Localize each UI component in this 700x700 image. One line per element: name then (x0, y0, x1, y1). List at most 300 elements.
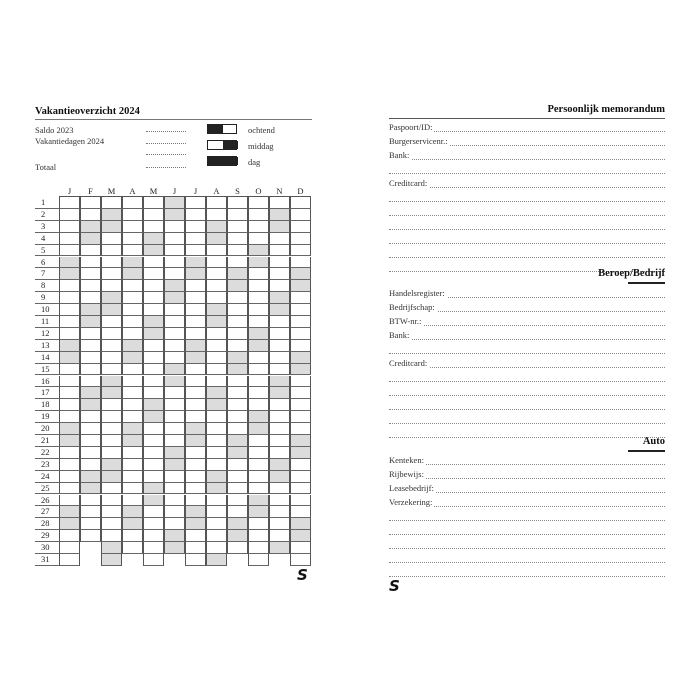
calendar-day-cell[interactable] (80, 423, 101, 435)
calendar-day-cell[interactable] (80, 221, 101, 233)
calendar-day-cell[interactable] (143, 376, 164, 388)
calendar-day-cell[interactable] (122, 328, 143, 340)
calendar-day-cell[interactable] (290, 352, 311, 364)
calendar-day-cell[interactable] (59, 376, 80, 388)
calendar-day-cell[interactable] (143, 209, 164, 221)
calendar-day-cell[interactable] (206, 459, 227, 471)
calendar-day-cell[interactable] (164, 483, 185, 495)
calendar-day-cell[interactable] (290, 471, 311, 483)
calendar-day-cell[interactable] (227, 506, 248, 518)
calendar-day-cell[interactable] (101, 459, 122, 471)
calendar-day-cell[interactable] (101, 518, 122, 530)
memo-line[interactable] (389, 464, 665, 465)
calendar-day-cell[interactable] (101, 352, 122, 364)
calendar-day-cell[interactable] (185, 304, 206, 316)
calendar-day-cell[interactable] (143, 197, 164, 209)
calendar-day-cell[interactable] (101, 328, 122, 340)
calendar-day-cell[interactable] (248, 387, 269, 399)
calendar-day-cell[interactable] (80, 447, 101, 459)
calendar-day-cell[interactable] (269, 268, 290, 280)
calendar-day-cell[interactable] (290, 257, 311, 269)
calendar-day-cell[interactable] (227, 387, 248, 399)
calendar-day-cell[interactable] (59, 459, 80, 471)
calendar-day-cell[interactable] (206, 233, 227, 245)
calendar-day-cell[interactable] (122, 364, 143, 376)
calendar-day-cell[interactable] (290, 495, 311, 507)
calendar-day-cell[interactable] (206, 376, 227, 388)
calendar-day-cell[interactable] (59, 221, 80, 233)
calendar-day-cell[interactable] (101, 554, 122, 566)
calendar-day-cell[interactable] (101, 280, 122, 292)
calendar-day-cell[interactable] (227, 304, 248, 316)
calendar-day-cell[interactable] (59, 340, 80, 352)
calendar-day-cell[interactable] (164, 292, 185, 304)
calendar-day-cell[interactable] (80, 483, 101, 495)
calendar-day-cell[interactable] (185, 221, 206, 233)
calendar-day-cell[interactable] (59, 530, 80, 542)
calendar-day-cell[interactable] (206, 257, 227, 269)
calendar-day-cell[interactable] (122, 483, 143, 495)
calendar-day-cell[interactable] (164, 376, 185, 388)
calendar-day-cell[interactable] (122, 304, 143, 316)
calendar-day-cell[interactable] (185, 411, 206, 423)
calendar-day-cell[interactable] (248, 233, 269, 245)
calendar-day-cell[interactable] (185, 364, 206, 376)
calendar-day-cell[interactable] (164, 435, 185, 447)
calendar-day-cell[interactable] (206, 483, 227, 495)
calendar-day-cell[interactable] (185, 435, 206, 447)
memo-line[interactable] (389, 437, 665, 438)
calendar-day-cell[interactable] (290, 268, 311, 280)
calendar-day-cell[interactable] (227, 292, 248, 304)
calendar-day-cell[interactable] (227, 435, 248, 447)
calendar-day-cell[interactable] (290, 435, 311, 447)
calendar-day-cell[interactable] (122, 387, 143, 399)
calendar-day-cell[interactable] (185, 459, 206, 471)
calendar-day-cell[interactable] (122, 197, 143, 209)
calendar-day-cell[interactable] (122, 435, 143, 447)
calendar-day-cell[interactable] (206, 471, 227, 483)
calendar-day-cell[interactable] (248, 459, 269, 471)
calendar-day-cell[interactable] (59, 411, 80, 423)
calendar-day-cell[interactable] (143, 435, 164, 447)
calendar-day-cell[interactable] (290, 423, 311, 435)
calendar-day-cell[interactable] (269, 280, 290, 292)
calendar-day-cell[interactable] (269, 495, 290, 507)
calendar-day-cell[interactable] (101, 542, 122, 554)
calendar-day-cell[interactable] (164, 245, 185, 257)
calendar-day-cell[interactable] (227, 495, 248, 507)
calendar-day-cell[interactable] (248, 352, 269, 364)
calendar-day-cell[interactable] (269, 387, 290, 399)
calendar-day-cell[interactable] (185, 554, 206, 566)
calendar-day-cell[interactable] (185, 209, 206, 221)
calendar-day-cell[interactable] (59, 197, 80, 209)
calendar-day-cell[interactable] (101, 197, 122, 209)
calendar-day-cell[interactable] (164, 423, 185, 435)
calendar-day-cell[interactable] (248, 221, 269, 233)
calendar-day-cell[interactable] (290, 518, 311, 530)
calendar-day-cell[interactable] (59, 245, 80, 257)
calendar-day-cell[interactable] (185, 245, 206, 257)
calendar-day-cell[interactable] (59, 304, 80, 316)
calendar-day-cell[interactable] (269, 459, 290, 471)
calendar-day-cell[interactable] (143, 221, 164, 233)
calendar-day-cell[interactable] (185, 471, 206, 483)
calendar-day-cell[interactable] (122, 506, 143, 518)
calendar-day-cell[interactable] (248, 423, 269, 435)
calendar-day-cell[interactable] (248, 292, 269, 304)
calendar-day-cell[interactable] (290, 376, 311, 388)
calendar-day-cell[interactable] (80, 352, 101, 364)
calendar-day-cell[interactable] (269, 518, 290, 530)
memo-line[interactable] (389, 201, 665, 202)
calendar-day-cell[interactable] (269, 257, 290, 269)
calendar-day-cell[interactable] (269, 506, 290, 518)
calendar-day-cell[interactable] (248, 399, 269, 411)
calendar-day-cell[interactable] (101, 268, 122, 280)
calendar-day-cell[interactable] (290, 304, 311, 316)
calendar-day-cell[interactable] (143, 340, 164, 352)
calendar-day-cell[interactable] (80, 304, 101, 316)
calendar-day-cell[interactable] (206, 268, 227, 280)
calendar-day-cell[interactable] (290, 411, 311, 423)
calendar-day-cell[interactable] (185, 316, 206, 328)
calendar-day-cell[interactable] (185, 197, 206, 209)
calendar-day-cell[interactable] (227, 280, 248, 292)
calendar-day-cell[interactable] (185, 506, 206, 518)
calendar-day-cell[interactable] (185, 328, 206, 340)
calendar-day-cell[interactable] (206, 209, 227, 221)
calendar-day-cell[interactable] (185, 399, 206, 411)
calendar-day-cell[interactable] (206, 399, 227, 411)
calendar-day-cell[interactable] (248, 197, 269, 209)
calendar-day-cell[interactable] (164, 411, 185, 423)
memo-line[interactable] (389, 353, 665, 354)
calendar-day-cell[interactable] (290, 292, 311, 304)
calendar-day-cell[interactable] (59, 399, 80, 411)
memo-line[interactable] (389, 381, 665, 382)
calendar-day-cell[interactable] (101, 435, 122, 447)
calendar-day-cell[interactable] (248, 554, 269, 566)
calendar-day-cell[interactable] (269, 471, 290, 483)
memo-line[interactable] (389, 423, 665, 424)
calendar-day-cell[interactable] (143, 257, 164, 269)
calendar-day-cell[interactable] (290, 197, 311, 209)
calendar-day-cell[interactable] (248, 471, 269, 483)
calendar-day-cell[interactable] (227, 257, 248, 269)
calendar-day-cell[interactable] (206, 221, 227, 233)
calendar-day-cell[interactable] (164, 304, 185, 316)
calendar-day-cell[interactable] (227, 268, 248, 280)
calendar-day-cell[interactable] (185, 447, 206, 459)
summary-field-subtotal[interactable] (146, 154, 186, 155)
calendar-day-cell[interactable] (185, 495, 206, 507)
calendar-day-cell[interactable] (269, 316, 290, 328)
calendar-day-cell[interactable] (185, 483, 206, 495)
calendar-day-cell[interactable] (290, 233, 311, 245)
calendar-day-cell[interactable] (80, 495, 101, 507)
calendar-day-cell[interactable] (227, 542, 248, 554)
memo-line[interactable] (389, 395, 665, 396)
calendar-day-cell[interactable] (59, 328, 80, 340)
calendar-day-cell[interactable] (122, 257, 143, 269)
calendar-day-cell[interactable] (227, 209, 248, 221)
calendar-day-cell[interactable] (227, 352, 248, 364)
calendar-day-cell[interactable] (143, 518, 164, 530)
calendar-day-cell[interactable] (206, 292, 227, 304)
calendar-day-cell[interactable] (227, 328, 248, 340)
calendar-day-cell[interactable] (290, 221, 311, 233)
calendar-day-cell[interactable] (185, 387, 206, 399)
calendar-day-cell[interactable] (206, 435, 227, 447)
calendar-day-cell[interactable] (122, 399, 143, 411)
calendar-day-cell[interactable] (101, 257, 122, 269)
calendar-day-cell[interactable] (206, 328, 227, 340)
calendar-day-cell[interactable] (59, 518, 80, 530)
calendar-day-cell[interactable] (248, 506, 269, 518)
calendar-day-cell[interactable] (227, 340, 248, 352)
calendar-day-cell[interactable] (269, 542, 290, 554)
calendar-day-cell[interactable] (269, 364, 290, 376)
calendar-day-cell[interactable] (143, 268, 164, 280)
calendar-day-cell[interactable] (164, 209, 185, 221)
calendar-day-cell[interactable] (269, 352, 290, 364)
calendar-day-cell[interactable] (227, 447, 248, 459)
calendar-day-cell[interactable] (227, 411, 248, 423)
calendar-day-cell[interactable] (164, 506, 185, 518)
summary-field-vakantiedagen[interactable] (146, 143, 186, 144)
calendar-day-cell[interactable] (227, 530, 248, 542)
calendar-day-cell[interactable] (185, 530, 206, 542)
calendar-day-cell[interactable] (101, 495, 122, 507)
calendar-day-cell[interactable] (59, 542, 80, 554)
calendar-day-cell[interactable] (143, 542, 164, 554)
calendar-day-cell[interactable] (143, 495, 164, 507)
calendar-day-cell[interactable] (101, 221, 122, 233)
calendar-day-cell[interactable] (248, 316, 269, 328)
calendar-day-cell[interactable] (143, 245, 164, 257)
calendar-day-cell[interactable] (185, 376, 206, 388)
calendar-day-cell[interactable] (101, 411, 122, 423)
memo-line[interactable] (389, 187, 665, 188)
calendar-day-cell[interactable] (143, 364, 164, 376)
calendar-day-cell[interactable] (164, 197, 185, 209)
calendar-day-cell[interactable] (206, 197, 227, 209)
calendar-day-cell[interactable] (206, 387, 227, 399)
calendar-day-cell[interactable] (101, 316, 122, 328)
calendar-day-cell[interactable] (122, 471, 143, 483)
calendar-day-cell[interactable] (248, 280, 269, 292)
calendar-day-cell[interactable] (80, 387, 101, 399)
calendar-day-cell[interactable] (248, 304, 269, 316)
calendar-day-cell[interactable] (227, 483, 248, 495)
calendar-day-cell[interactable] (164, 364, 185, 376)
calendar-day-cell[interactable] (101, 209, 122, 221)
calendar-day-cell[interactable] (101, 447, 122, 459)
calendar-day-cell[interactable] (185, 268, 206, 280)
calendar-day-cell[interactable] (248, 483, 269, 495)
calendar-day-cell[interactable] (227, 221, 248, 233)
calendar-day-cell[interactable] (80, 328, 101, 340)
calendar-day-cell[interactable] (143, 483, 164, 495)
calendar-day-cell[interactable] (59, 471, 80, 483)
calendar-day-cell[interactable] (80, 411, 101, 423)
calendar-day-cell[interactable] (143, 399, 164, 411)
calendar-day-cell[interactable] (80, 471, 101, 483)
calendar-day-cell[interactable] (80, 518, 101, 530)
calendar-day-cell[interactable] (122, 340, 143, 352)
calendar-day-cell[interactable] (122, 221, 143, 233)
calendar-day-cell[interactable] (290, 364, 311, 376)
memo-line[interactable] (389, 409, 665, 410)
calendar-day-cell[interactable] (80, 197, 101, 209)
memo-line[interactable] (389, 534, 665, 535)
calendar-day-cell[interactable] (269, 447, 290, 459)
calendar-day-cell[interactable] (80, 209, 101, 221)
calendar-day-cell[interactable] (143, 411, 164, 423)
calendar-day-cell[interactable] (59, 280, 80, 292)
calendar-day-cell[interactable] (269, 411, 290, 423)
calendar-day-cell[interactable] (143, 328, 164, 340)
calendar-day-cell[interactable] (290, 328, 311, 340)
calendar-day-cell[interactable] (290, 459, 311, 471)
calendar-day-cell[interactable] (59, 495, 80, 507)
calendar-day-cell[interactable] (101, 245, 122, 257)
calendar-day-cell[interactable] (185, 518, 206, 530)
calendar-day-cell[interactable] (80, 292, 101, 304)
calendar-day-cell[interactable] (59, 483, 80, 495)
calendar-day-cell[interactable] (206, 245, 227, 257)
calendar-day-cell[interactable] (59, 423, 80, 435)
calendar-day-cell[interactable] (164, 316, 185, 328)
calendar-day-cell[interactable] (290, 530, 311, 542)
calendar-day-cell[interactable] (290, 340, 311, 352)
calendar-day-cell[interactable] (248, 435, 269, 447)
calendar-day-cell[interactable] (143, 554, 164, 566)
calendar-day-cell[interactable] (248, 268, 269, 280)
calendar-day-cell[interactable] (80, 399, 101, 411)
calendar-day-cell[interactable] (143, 233, 164, 245)
calendar-day-cell[interactable] (122, 316, 143, 328)
memo-line[interactable] (389, 339, 665, 340)
calendar-day-cell[interactable] (248, 376, 269, 388)
calendar-day-cell[interactable] (122, 209, 143, 221)
calendar-day-cell[interactable] (185, 280, 206, 292)
calendar-day-cell[interactable] (206, 423, 227, 435)
calendar-day-cell[interactable] (185, 423, 206, 435)
calendar-day-cell[interactable] (290, 506, 311, 518)
calendar-day-cell[interactable] (164, 518, 185, 530)
calendar-day-cell[interactable] (269, 340, 290, 352)
calendar-day-cell[interactable] (122, 376, 143, 388)
calendar-day-cell[interactable] (164, 257, 185, 269)
memo-line[interactable] (389, 520, 665, 521)
calendar-day-cell[interactable] (59, 364, 80, 376)
calendar-day-cell[interactable] (80, 530, 101, 542)
calendar-day-cell[interactable] (80, 376, 101, 388)
memo-line[interactable] (389, 576, 665, 577)
calendar-day-cell[interactable] (59, 233, 80, 245)
calendar-day-cell[interactable] (122, 447, 143, 459)
calendar-day-cell[interactable] (59, 268, 80, 280)
calendar-day-cell[interactable] (143, 506, 164, 518)
calendar-day-cell[interactable] (185, 233, 206, 245)
calendar-day-cell[interactable] (185, 352, 206, 364)
calendar-day-cell[interactable] (80, 435, 101, 447)
calendar-day-cell[interactable] (248, 245, 269, 257)
calendar-day-cell[interactable] (206, 554, 227, 566)
calendar-day-cell[interactable] (101, 399, 122, 411)
memo-line[interactable] (389, 548, 665, 549)
calendar-day-cell[interactable] (80, 316, 101, 328)
calendar-day-cell[interactable] (206, 530, 227, 542)
calendar-day-cell[interactable] (248, 495, 269, 507)
memo-line[interactable] (389, 215, 665, 216)
calendar-day-cell[interactable] (206, 316, 227, 328)
calendar-day-cell[interactable] (101, 233, 122, 245)
calendar-day-cell[interactable] (164, 221, 185, 233)
calendar-day-cell[interactable] (227, 399, 248, 411)
calendar-day-cell[interactable] (248, 447, 269, 459)
calendar-day-cell[interactable] (290, 542, 311, 554)
calendar-day-cell[interactable] (143, 459, 164, 471)
calendar-day-cell[interactable] (143, 292, 164, 304)
calendar-day-cell[interactable] (290, 280, 311, 292)
calendar-day-cell[interactable] (269, 328, 290, 340)
calendar-day-cell[interactable] (248, 530, 269, 542)
calendar-day-cell[interactable] (80, 364, 101, 376)
calendar-day-cell[interactable] (164, 530, 185, 542)
calendar-day-cell[interactable] (227, 376, 248, 388)
calendar-day-cell[interactable] (269, 197, 290, 209)
calendar-day-cell[interactable] (290, 447, 311, 459)
calendar-day-cell[interactable] (185, 340, 206, 352)
calendar-day-cell[interactable] (59, 447, 80, 459)
calendar-day-cell[interactable] (290, 483, 311, 495)
calendar-day-cell[interactable] (269, 245, 290, 257)
calendar-day-cell[interactable] (101, 506, 122, 518)
calendar-day-cell[interactable] (101, 530, 122, 542)
calendar-day-cell[interactable] (101, 340, 122, 352)
calendar-day-cell[interactable] (248, 542, 269, 554)
memo-line[interactable] (389, 229, 665, 230)
calendar-day-cell[interactable] (206, 447, 227, 459)
calendar-day-cell[interactable] (227, 233, 248, 245)
calendar-day-cell[interactable] (206, 304, 227, 316)
calendar-day-cell[interactable] (269, 376, 290, 388)
calendar-day-cell[interactable] (80, 245, 101, 257)
calendar-day-cell[interactable] (269, 221, 290, 233)
calendar-day-cell[interactable] (269, 399, 290, 411)
calendar-day-cell[interactable] (269, 233, 290, 245)
calendar-day-cell[interactable] (227, 518, 248, 530)
calendar-day-cell[interactable] (80, 268, 101, 280)
calendar-day-cell[interactable] (80, 506, 101, 518)
calendar-day-cell[interactable] (101, 364, 122, 376)
calendar-day-cell[interactable] (101, 387, 122, 399)
calendar-day-cell[interactable] (227, 423, 248, 435)
calendar-day-cell[interactable] (101, 376, 122, 388)
calendar-day-cell[interactable] (59, 387, 80, 399)
calendar-day-cell[interactable] (122, 530, 143, 542)
memo-line[interactable] (389, 562, 665, 563)
calendar-day-cell[interactable] (269, 483, 290, 495)
calendar-day-cell[interactable] (206, 506, 227, 518)
calendar-day-cell[interactable] (269, 530, 290, 542)
calendar-day-cell[interactable] (143, 316, 164, 328)
calendar-day-cell[interactable] (122, 542, 143, 554)
